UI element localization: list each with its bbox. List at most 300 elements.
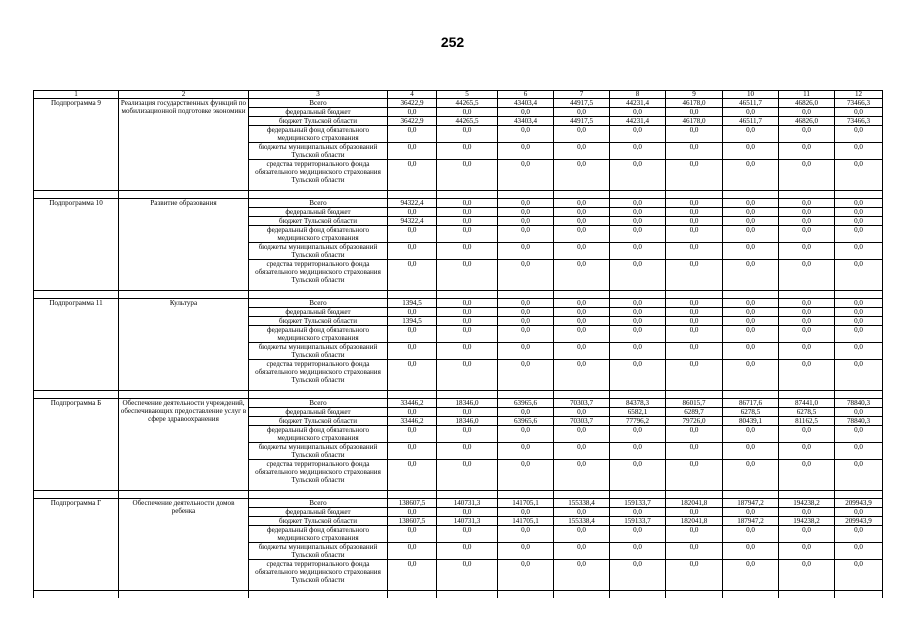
amount-cell: 0,0: [779, 543, 835, 560]
amount-cell: 0,0: [723, 108, 779, 117]
amount-cell: 0,0: [723, 508, 779, 517]
spacer-cell: [34, 491, 119, 499]
amount-cell: 209943,9: [835, 499, 883, 508]
spacer-cell: [835, 491, 883, 499]
amount-cell: 0,0: [437, 508, 498, 517]
amount-cell: 0,0: [835, 308, 883, 317]
spacer-cell: [610, 391, 666, 399]
amount-cell: 0,0: [666, 217, 723, 226]
amount-cell: 209943,9: [835, 517, 883, 526]
amount-cell: 0,0: [498, 226, 554, 243]
column-number-5: 5: [437, 91, 498, 99]
amount-cell: 141705,1: [498, 517, 554, 526]
amount-cell: 0,0: [779, 443, 835, 460]
funding-source-label: бюджеты муниципальных образований Тульской области: [249, 243, 388, 260]
amount-cell: 0,0: [610, 199, 666, 208]
amount-cell: 6278,5: [723, 408, 779, 417]
funding-source-label: средства территориального фонда обязательного медицинского страхования Тульской области: [249, 160, 388, 191]
spacer-cell: [498, 591, 554, 599]
funding-source-label: средства территориального фонда обязательного медицинского страхования Тульской области: [249, 360, 388, 391]
amount-cell: 0,0: [554, 160, 610, 191]
amount-cell: 0,0: [388, 226, 437, 243]
amount-cell: 44231,4: [610, 99, 666, 108]
amount-cell: 0,0: [437, 360, 498, 391]
amount-cell: 0,0: [835, 508, 883, 517]
amount-cell: 140731,3: [437, 499, 498, 508]
column-number-9: 9: [666, 91, 723, 99]
spacer-cell: [666, 491, 723, 499]
amount-cell: 0,0: [723, 226, 779, 243]
amount-cell: 0,0: [666, 526, 723, 543]
amount-cell: 0,0: [723, 317, 779, 326]
amount-cell: 0,0: [666, 426, 723, 443]
amount-cell: 77796,2: [610, 417, 666, 426]
amount-cell: 0,0: [388, 508, 437, 517]
amount-cell: 0,0: [835, 317, 883, 326]
amount-cell: 0,0: [610, 443, 666, 460]
amount-cell: 0,0: [723, 326, 779, 343]
amount-cell: 0,0: [437, 460, 498, 491]
amount-cell: 0,0: [610, 343, 666, 360]
amount-cell: 0,0: [498, 108, 554, 117]
block-spacer-row: [34, 591, 883, 599]
amount-cell: 78840,3: [835, 417, 883, 426]
amount-cell: 0,0: [666, 317, 723, 326]
amount-cell: 0,0: [388, 460, 437, 491]
amount-cell: 0,0: [610, 426, 666, 443]
funding-source-label: бюджеты муниципальных образований Тульской области: [249, 543, 388, 560]
amount-cell: 0,0: [437, 408, 498, 417]
spacer-cell: [666, 391, 723, 399]
amount-cell: 0,0: [554, 508, 610, 517]
amount-cell: 155338,4: [554, 517, 610, 526]
spacer-cell: [249, 291, 388, 299]
amount-cell: 46511,7: [723, 117, 779, 126]
column-number-3: 3: [249, 91, 388, 99]
spacer-cell: [610, 491, 666, 499]
funding-source-label: бюджеты муниципальных образований Тульской области: [249, 143, 388, 160]
column-number-2: 2: [119, 91, 249, 99]
amount-cell: 0,0: [779, 343, 835, 360]
amount-cell: 0,0: [723, 217, 779, 226]
amount-cell: 33446,2: [388, 417, 437, 426]
spacer-cell: [388, 491, 437, 499]
funding-source-label: федеральный бюджет: [249, 508, 388, 517]
amount-cell: 44917,5: [554, 99, 610, 108]
amount-cell: 0,0: [666, 460, 723, 491]
spacer-cell: [723, 191, 779, 199]
subprogram-name: Обеспечение деятельности домов ребенка: [119, 499, 249, 591]
subprogram-label: Подпрограмма 10: [34, 199, 119, 291]
amount-cell: 0,0: [835, 299, 883, 308]
amount-cell: 0,0: [610, 108, 666, 117]
spacer-cell: [249, 591, 388, 599]
column-number-7: 7: [554, 91, 610, 99]
amount-cell: 0,0: [723, 208, 779, 217]
amount-cell: 73466,3: [835, 117, 883, 126]
amount-cell: 0,0: [388, 560, 437, 591]
amount-cell: 0,0: [835, 199, 883, 208]
spacer-cell: [554, 191, 610, 199]
amount-cell: 0,0: [835, 343, 883, 360]
amount-cell: 46826,0: [779, 99, 835, 108]
amount-cell: 0,0: [610, 226, 666, 243]
spacer-cell: [249, 391, 388, 399]
spacer-cell: [498, 391, 554, 399]
amount-cell: 0,0: [723, 360, 779, 391]
spacer-cell: [610, 191, 666, 199]
spacer-cell: [835, 291, 883, 299]
amount-cell: 94322,4: [388, 199, 437, 208]
amount-cell: 0,0: [723, 308, 779, 317]
amount-cell: 0,0: [610, 526, 666, 543]
spacer-cell: [498, 491, 554, 499]
subprogram-name: Развитие образования: [119, 199, 249, 291]
amount-cell: 0,0: [666, 299, 723, 308]
funding-source-label: бюджеты муниципальных образований Тульской области: [249, 343, 388, 360]
amount-cell: 0,0: [554, 443, 610, 460]
amount-cell: 87441,0: [779, 399, 835, 408]
subprogram-label: Подпрограмма 9: [34, 99, 119, 191]
amount-cell: 0,0: [437, 108, 498, 117]
amount-cell: 43403,4: [498, 117, 554, 126]
amount-cell: 0,0: [388, 260, 437, 291]
amount-cell: 0,0: [554, 126, 610, 143]
amount-cell: 159133,7: [610, 517, 666, 526]
funding-source-label: бюджет Тульской области: [249, 317, 388, 326]
funding-source-label: бюджет Тульской области: [249, 417, 388, 426]
amount-cell: 84378,3: [610, 399, 666, 408]
spacer-cell: [437, 591, 498, 599]
amount-cell: 0,0: [437, 343, 498, 360]
amount-cell: 94322,4: [388, 217, 437, 226]
amount-cell: 44265,5: [437, 117, 498, 126]
spacer-cell: [388, 191, 437, 199]
amount-cell: 0,0: [388, 326, 437, 343]
amount-cell: 70303,7: [554, 399, 610, 408]
funding-source-label: федеральный бюджет: [249, 408, 388, 417]
spacer-cell: [388, 391, 437, 399]
amount-cell: 1394,5: [388, 317, 437, 326]
funding-source-label: бюджет Тульской области: [249, 217, 388, 226]
amount-cell: 0,0: [388, 408, 437, 417]
amount-cell: 0,0: [610, 317, 666, 326]
amount-cell: 0,0: [666, 208, 723, 217]
spacer-cell: [554, 291, 610, 299]
amount-cell: 0,0: [666, 143, 723, 160]
spacer-cell: [723, 391, 779, 399]
amount-cell: 0,0: [610, 326, 666, 343]
amount-cell: 0,0: [437, 243, 498, 260]
page-number: 252: [440, 34, 465, 50]
amount-cell: 70303,7: [554, 417, 610, 426]
amount-cell: 0,0: [610, 460, 666, 491]
amount-cell: 0,0: [498, 508, 554, 517]
amount-cell: 0,0: [610, 308, 666, 317]
amount-cell: 46511,7: [723, 99, 779, 108]
amount-cell: 63965,6: [498, 399, 554, 408]
amount-cell: 0,0: [554, 299, 610, 308]
amount-cell: 0,0: [610, 143, 666, 160]
amount-cell: 0,0: [388, 160, 437, 191]
amount-cell: 0,0: [498, 443, 554, 460]
amount-cell: 0,0: [388, 426, 437, 443]
funding-source-label: средства территориального фонда обязательного медицинского страхования Тульской области: [249, 460, 388, 491]
amount-cell: 0,0: [779, 360, 835, 391]
amount-cell: 0,0: [835, 217, 883, 226]
amount-cell: 0,0: [554, 108, 610, 117]
amount-cell: 0,0: [835, 543, 883, 560]
spacer-cell: [249, 491, 388, 499]
block-spacer-row: [34, 291, 883, 299]
amount-cell: 0,0: [610, 560, 666, 591]
amount-cell: 0,0: [437, 526, 498, 543]
amount-cell: 0,0: [723, 560, 779, 591]
amount-cell: 73466,3: [835, 99, 883, 108]
amount-cell: 0,0: [610, 126, 666, 143]
amount-cell: 0,0: [610, 160, 666, 191]
amount-cell: 0,0: [835, 526, 883, 543]
amount-cell: 159133,7: [610, 499, 666, 508]
spacer-cell: [119, 491, 249, 499]
spacer-cell: [554, 391, 610, 399]
amount-cell: 0,0: [610, 243, 666, 260]
amount-cell: 138607,5: [388, 499, 437, 508]
subprogram-name: Обеспечение деятельности учреждений, обеспечивающих предоставление услуг в сфере здравоохранения: [119, 399, 249, 491]
column-number-1: 1: [34, 91, 119, 99]
funding-source-label: Всего: [249, 299, 388, 308]
amount-cell: 44265,5: [437, 99, 498, 108]
amount-cell: 194238,2: [779, 517, 835, 526]
spacer-cell: [554, 591, 610, 599]
amount-cell: 0,0: [610, 543, 666, 560]
amount-cell: 0,0: [666, 560, 723, 591]
amount-cell: 1394,5: [388, 299, 437, 308]
funding-source-label: федеральный бюджет: [249, 308, 388, 317]
amount-cell: 0,0: [666, 108, 723, 117]
spacer-cell: [437, 291, 498, 299]
amount-cell: 0,0: [779, 299, 835, 308]
amount-cell: 155338,4: [554, 499, 610, 508]
amount-cell: 0,0: [835, 126, 883, 143]
spacer-cell: [666, 591, 723, 599]
column-number-6: 6: [498, 91, 554, 99]
amount-cell: 0,0: [666, 508, 723, 517]
amount-cell: 0,0: [779, 108, 835, 117]
amount-cell: 0,0: [498, 343, 554, 360]
amount-cell: 0,0: [554, 317, 610, 326]
amount-cell: 0,0: [610, 260, 666, 291]
amount-cell: 0,0: [723, 343, 779, 360]
spacer-cell: [779, 391, 835, 399]
amount-cell: 138607,5: [388, 517, 437, 526]
amount-cell: 43403,4: [498, 99, 554, 108]
amount-cell: 0,0: [437, 443, 498, 460]
spacer-cell: [666, 191, 723, 199]
amount-cell: 0,0: [723, 260, 779, 291]
table-row: [34, 99, 883, 108]
amount-cell: 0,0: [554, 543, 610, 560]
amount-cell: 0,0: [666, 343, 723, 360]
funding-source-label: федеральный фонд обязательного медицинского страхования: [249, 326, 388, 343]
amount-cell: 0,0: [498, 560, 554, 591]
column-number-11: 11: [779, 91, 835, 99]
spacer-cell: [610, 591, 666, 599]
funding-source-label: федеральный фонд обязательного медицинского страхования: [249, 126, 388, 143]
amount-cell: 0,0: [779, 143, 835, 160]
amount-cell: 0,0: [437, 199, 498, 208]
amount-cell: 0,0: [779, 160, 835, 191]
amount-cell: 46178,0: [666, 117, 723, 126]
spacer-cell: [34, 391, 119, 399]
amount-cell: 0,0: [723, 443, 779, 460]
funding-source-label: федеральный фонд обязательного медицинского страхования: [249, 426, 388, 443]
amount-cell: 80439,1: [723, 417, 779, 426]
amount-cell: 0,0: [779, 526, 835, 543]
amount-cell: 0,0: [779, 317, 835, 326]
column-number-4: 4: [388, 91, 437, 99]
amount-cell: 0,0: [779, 508, 835, 517]
amount-cell: 0,0: [723, 299, 779, 308]
spacer-cell: [119, 591, 249, 599]
amount-cell: 0,0: [498, 543, 554, 560]
spacer-cell: [34, 191, 119, 199]
spacer-cell: [119, 191, 249, 199]
table-row: [34, 399, 883, 408]
amount-cell: 0,0: [666, 308, 723, 317]
spacer-cell: [498, 291, 554, 299]
amount-cell: 6289,7: [666, 408, 723, 417]
amount-cell: 141705,1: [498, 499, 554, 508]
amount-cell: 0,0: [723, 243, 779, 260]
amount-cell: 0,0: [498, 317, 554, 326]
amount-cell: 0,0: [779, 243, 835, 260]
spacer-cell: [835, 191, 883, 199]
amount-cell: 0,0: [388, 143, 437, 160]
funding-source-label: федеральный бюджет: [249, 108, 388, 117]
amount-cell: 0,0: [779, 308, 835, 317]
amount-cell: 0,0: [666, 160, 723, 191]
amount-cell: 0,0: [437, 543, 498, 560]
amount-cell: 0,0: [498, 208, 554, 217]
amount-cell: 0,0: [666, 243, 723, 260]
amount-cell: 0,0: [723, 543, 779, 560]
spacer-cell: [437, 491, 498, 499]
spacer-cell: [835, 591, 883, 599]
amount-cell: 0,0: [437, 308, 498, 317]
amount-cell: 0,0: [498, 260, 554, 291]
amount-cell: 0,0: [437, 260, 498, 291]
amount-cell: 0,0: [554, 260, 610, 291]
amount-cell: 0,0: [779, 208, 835, 217]
amount-cell: 44231,4: [610, 117, 666, 126]
amount-cell: 0,0: [835, 226, 883, 243]
amount-cell: 36422,9: [388, 99, 437, 108]
amount-cell: 182041,8: [666, 517, 723, 526]
amount-cell: 0,0: [498, 308, 554, 317]
budget-table: [33, 90, 883, 598]
subprogram-name: Культура: [119, 299, 249, 391]
amount-cell: 0,0: [666, 126, 723, 143]
amount-cell: 0,0: [437, 317, 498, 326]
amount-cell: 0,0: [723, 426, 779, 443]
amount-cell: 0,0: [835, 260, 883, 291]
amount-cell: 0,0: [835, 160, 883, 191]
funding-source-label: Всего: [249, 499, 388, 508]
amount-cell: 0,0: [610, 299, 666, 308]
amount-cell: 0,0: [779, 126, 835, 143]
amount-cell: 44917,5: [554, 117, 610, 126]
amount-cell: 0,0: [779, 560, 835, 591]
spacer-cell: [119, 291, 249, 299]
amount-cell: 0,0: [835, 143, 883, 160]
spacer-cell: [249, 191, 388, 199]
spacer-cell: [610, 291, 666, 299]
amount-cell: 0,0: [779, 326, 835, 343]
funding-source-label: федеральный фонд обязательного медицинского страхования: [249, 226, 388, 243]
amount-cell: 0,0: [835, 326, 883, 343]
block-spacer-row: [34, 191, 883, 199]
amount-cell: 0,0: [723, 143, 779, 160]
amount-cell: 0,0: [666, 226, 723, 243]
amount-cell: 187947,2: [723, 517, 779, 526]
amount-cell: 0,0: [498, 526, 554, 543]
amount-cell: 0,0: [437, 126, 498, 143]
amount-cell: 0,0: [554, 326, 610, 343]
amount-cell: 0,0: [835, 243, 883, 260]
amount-cell: 0,0: [388, 543, 437, 560]
amount-cell: 81162,5: [779, 417, 835, 426]
amount-cell: 0,0: [610, 208, 666, 217]
funding-source-label: бюджет Тульской области: [249, 117, 388, 126]
amount-cell: 0,0: [498, 217, 554, 226]
amount-cell: 0,0: [388, 308, 437, 317]
amount-cell: 0,0: [554, 526, 610, 543]
amount-cell: 0,0: [835, 208, 883, 217]
amount-cell: 33446,2: [388, 399, 437, 408]
amount-cell: 0,0: [835, 408, 883, 417]
amount-cell: 0,0: [554, 217, 610, 226]
funding-source-label: Всего: [249, 99, 388, 108]
amount-cell: 0,0: [437, 226, 498, 243]
spacer-cell: [779, 491, 835, 499]
amount-cell: 0,0: [554, 426, 610, 443]
amount-cell: 0,0: [779, 426, 835, 443]
amount-cell: 194238,2: [779, 499, 835, 508]
amount-cell: 0,0: [388, 526, 437, 543]
funding-source-label: бюджет Тульской области: [249, 517, 388, 526]
amount-cell: 0,0: [835, 560, 883, 591]
funding-source-label: федеральный бюджет: [249, 208, 388, 217]
spacer-cell: [388, 291, 437, 299]
amount-cell: 0,0: [498, 126, 554, 143]
amount-cell: 0,0: [498, 326, 554, 343]
amount-cell: 0,0: [437, 560, 498, 591]
spacer-cell: [498, 191, 554, 199]
amount-cell: 0,0: [437, 326, 498, 343]
funding-source-label: бюджеты муниципальных образований Тульской области: [249, 443, 388, 460]
amount-cell: 0,0: [498, 199, 554, 208]
amount-cell: 0,0: [437, 299, 498, 308]
amount-cell: 0,0: [835, 108, 883, 117]
subprogram-label: Подпрограмма Г: [34, 499, 119, 591]
subprogram-label: Подпрограмма Б: [34, 399, 119, 491]
amount-cell: 0,0: [554, 143, 610, 160]
amount-cell: 0,0: [554, 243, 610, 260]
amount-cell: 0,0: [498, 143, 554, 160]
amount-cell: 0,0: [388, 208, 437, 217]
column-number-row: [34, 91, 883, 99]
